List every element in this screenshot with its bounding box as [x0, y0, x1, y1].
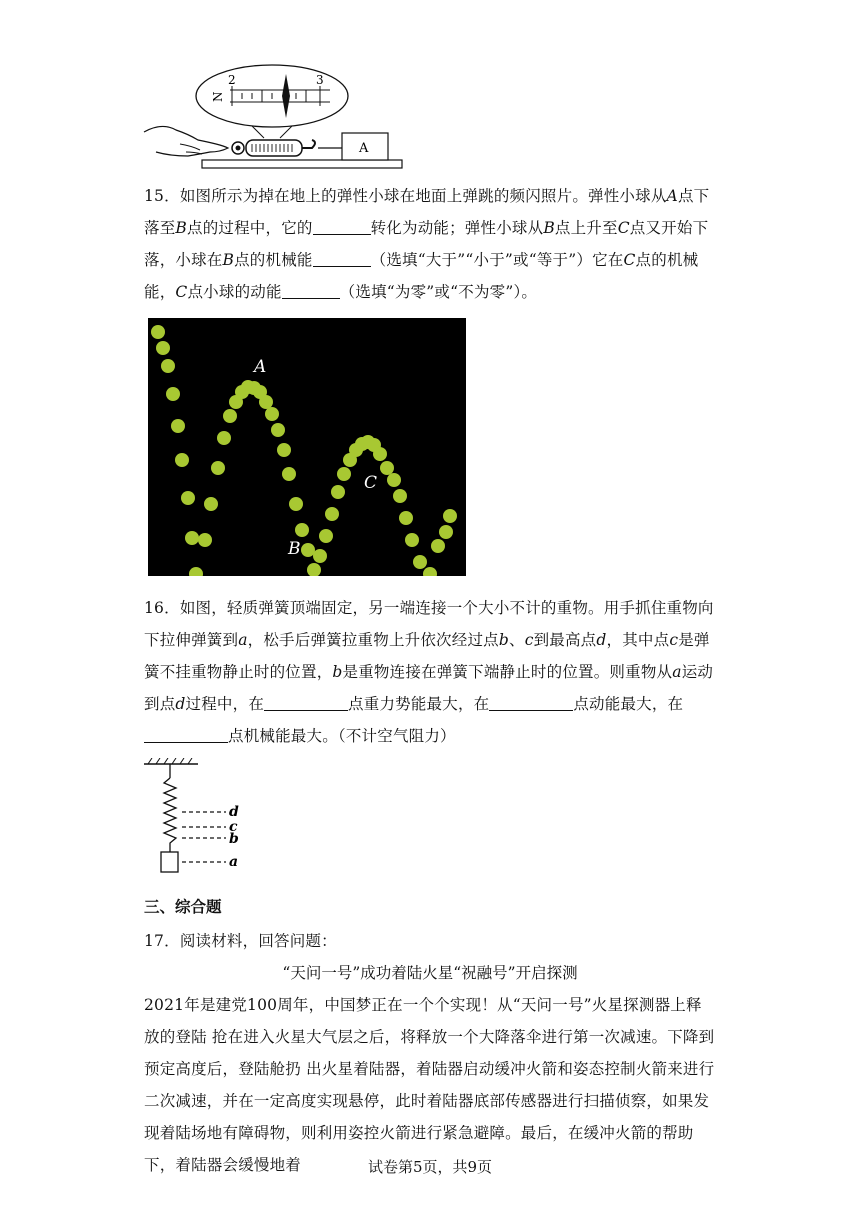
- ball-dot: [198, 533, 212, 547]
- ball-dot: [282, 467, 296, 481]
- answer-blank[interactable]: [144, 727, 228, 744]
- answer-blank[interactable]: [282, 283, 340, 300]
- spring-label-b: b: [229, 831, 239, 847]
- ball-dot: [211, 461, 225, 475]
- ball-dot: [166, 387, 180, 401]
- ball-dot: [313, 549, 327, 563]
- scale-label-left: 2: [228, 73, 236, 87]
- ball-dot: [204, 497, 218, 511]
- block-label: A: [359, 141, 369, 156]
- article-body: 2021年是建党100周年，中国梦正在一个个实现！从“天问一号”火星探测器上释放的登陆 抢在进入火星大气层之后，将释放一个大降落伞进行第一次减速。下降到预定高度后，登陆舱扔 出火星着陆器，着陆器启动缓冲火箭和姿态控制火箭来进行二次减速，并在一定高度实现悬停，此时着陆器底部传感器进行扫描侦察，如果发现着陆场地有障碍物，则利用姿控火箭进行紧急避障。最后，在缓冲火箭的帮助下，着陆器会缓慢地着: [144, 996, 715, 1174]
- scale-unit: N: [211, 91, 225, 102]
- ball-dot: [175, 453, 189, 467]
- ball-dot: [331, 485, 345, 499]
- spring-figure: [140, 758, 250, 882]
- section-heading: 三、综合题: [144, 898, 222, 916]
- ball-dot: [373, 447, 387, 461]
- ball-dot: [277, 443, 291, 457]
- bouncing-ball-photo: [148, 318, 466, 576]
- spring-label-c: c: [229, 819, 238, 835]
- scale-label-right: 3: [316, 73, 324, 87]
- ball-dot: [319, 529, 333, 543]
- ball-dot: [271, 423, 285, 437]
- question-15: 15．如图所示为掉在地上的弹性小球在地面上弹跳的频闪照片。弹性小球从A点下落至B点的过程中，它的 转化为动能；弹性小球从B点上升至C点又开始下落，小球在B点的机械能 （选填“大于”“小于”或“等于”）它在C点的机械能，C点小球的动能 （选填“为零”或“不为零”）。: [144, 187, 710, 301]
- ball-dot: [185, 531, 199, 545]
- ball-dot: [259, 395, 273, 409]
- ball-dot: [413, 555, 427, 569]
- answer-blank[interactable]: [264, 695, 348, 712]
- answer-blank[interactable]: [313, 219, 371, 236]
- ball-dot: [399, 511, 413, 525]
- ball-dot: [156, 341, 170, 355]
- ball-dot: [439, 525, 453, 539]
- ball-dot: [223, 409, 237, 423]
- question-16: 16．如图，轻质弹簧顶端固定，另一端连接一个大小不计的重物。用手抓住重物向下拉伸弹簧到a，松手后弹簧拉重物上升依次经过点b、c到最高点d，其中点c是弹簧不挂重物静止时的位置，b是重物连接在弹簧下端静止时的位置。则重物从a运动到点d过程中，在 点重力势能最大，在 点动能最大，在点机械能最大。（不计空气阻力）: [144, 599, 714, 745]
- ball-dot: [337, 467, 351, 481]
- ball-dot: [265, 407, 279, 421]
- ball-dot: [301, 543, 315, 557]
- ball-dot: [161, 359, 175, 373]
- question-17-intro: 17．阅读材料，回答问题：: [144, 932, 337, 950]
- ball-dot: [393, 489, 407, 503]
- ball-dot: [405, 533, 419, 547]
- answer-blank[interactable]: [313, 251, 371, 268]
- ball-dot: [151, 325, 165, 339]
- ball-dot: [443, 509, 457, 523]
- point-label-a: A: [254, 357, 267, 377]
- ball-dot: [217, 431, 231, 445]
- point-label-c: C: [364, 473, 378, 493]
- spring-scale-figure: [140, 60, 420, 178]
- article-title: “天问一号”成功着陆火星“祝融号”开启探测: [282, 964, 578, 982]
- point-label-b: B: [288, 539, 301, 559]
- ball-dot: [325, 507, 339, 521]
- ball-dot: [289, 497, 303, 511]
- spring-label-d: d: [229, 804, 239, 820]
- ball-dot: [387, 473, 401, 487]
- ball-dot: [295, 523, 309, 537]
- ball-dot: [380, 461, 394, 475]
- page-footer: 试卷第5页，共9页: [367, 1158, 493, 1176]
- spring-label-a: a: [229, 854, 239, 870]
- ball-dot: [171, 419, 185, 433]
- answer-blank[interactable]: [489, 695, 573, 712]
- ball-dot: [181, 491, 195, 505]
- ball-dot: [431, 539, 445, 553]
